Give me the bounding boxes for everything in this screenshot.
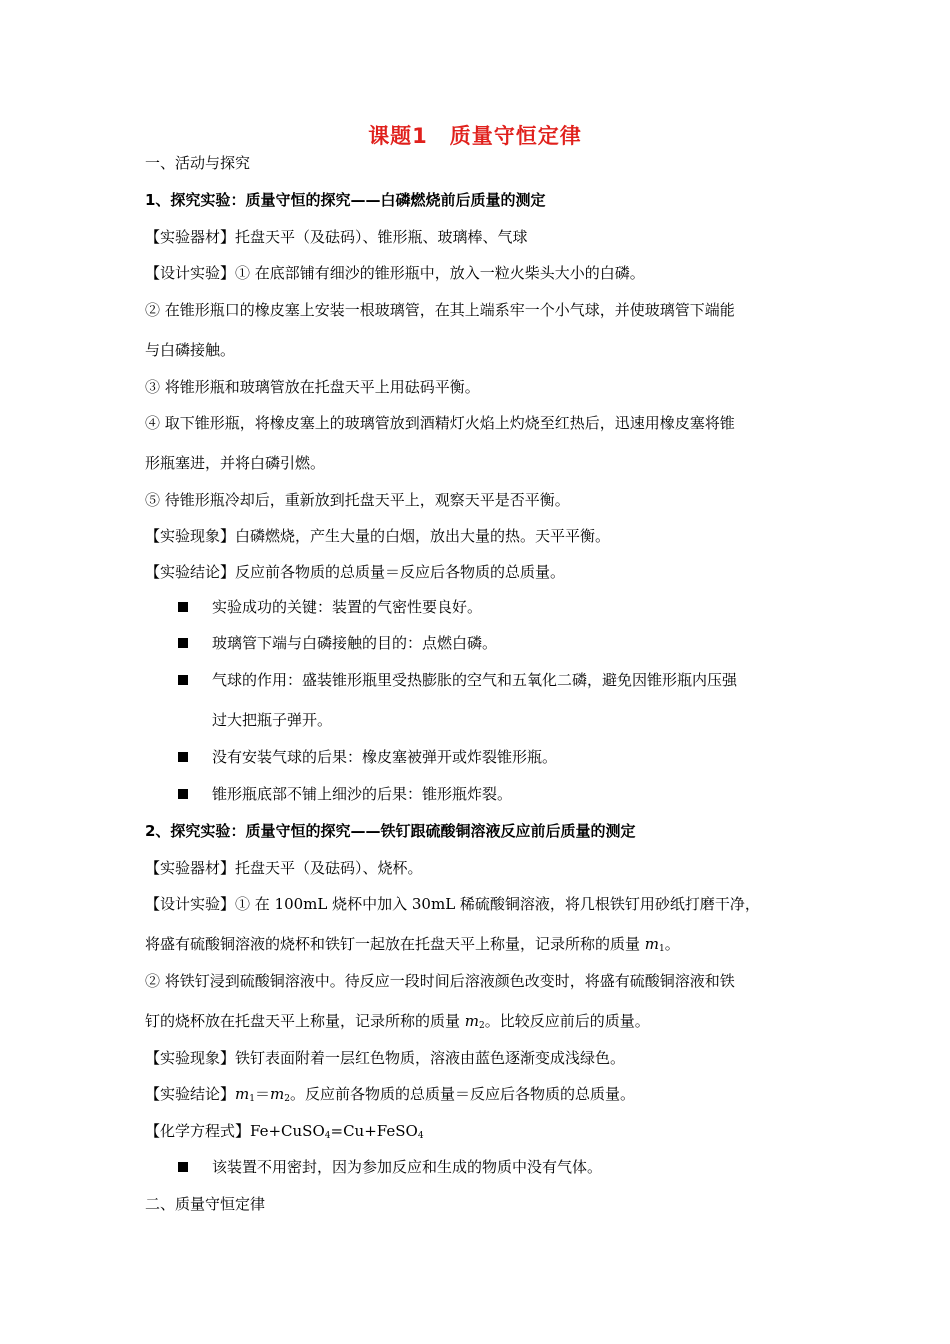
exp2-heading: 2、探究实验：质量守恒的探究——铁钉跟硫酸铜溶液反应前后质量的测定 — [145, 822, 636, 840]
exp1-step3: ③ 将锥形瓶和玻璃管放在托盘天平上用砝码平衡。 — [145, 378, 480, 396]
exp1-step4-line2: 形瓶塞进，并将白磷引燃。 — [145, 454, 326, 472]
exp2-bullet: 该装置不用密封，因为参加反应和生成的物质中没有气体。 — [212, 1158, 603, 1176]
exp1-step4-line1: ④ 取下锥形瓶，将橡皮塞上的玻璃管放到酒精灯火焰上灼烧至红热后，迅速用橡皮塞将锥 — [145, 414, 735, 432]
exp1-step5: ⑤ 待锥形瓶冷却后，重新放到托盘天平上，观察天平是否平衡。 — [145, 491, 570, 509]
section-heading-1: 一、活动与探究 — [145, 154, 251, 172]
exp1-bullet: 气球的作用：盛装锥形瓶里受热膨胀的空气和五氧化二磷，避免因锥形瓶内压强 — [212, 671, 738, 689]
exp1-conclusion: 【实验结论】反应前各物质的总质量＝反应后各物质的总质量。 — [145, 563, 566, 581]
square-bullet-icon — [178, 752, 188, 762]
exp1-design-step1: 【设计实验】① 在底部铺有细沙的锥形瓶中，放入一粒火柴头大小的白磷。 — [145, 264, 645, 282]
exp2-phenomenon: 【实验现象】铁钉表面附着一层红色物质，溶液由蓝色逐渐变成浅绿色。 — [145, 1049, 626, 1067]
exp1-step2-line2: 与白磷接触。 — [145, 341, 236, 359]
exp1-phenomenon: 【实验现象】白磷燃烧，产生大量的白烟，放出大量的热。天平平衡。 — [145, 527, 611, 545]
exp2-design-step1-line2: 将盛有硫酸铜溶液的烧杯和铁钉一起放在托盘天平上称量，记录所称的质量 $m_1$。 — [145, 935, 680, 954]
square-bullet-icon — [178, 602, 188, 612]
exp1-bullet: 玻璃管下端与白磷接触的目的：点燃白磷。 — [212, 634, 498, 652]
exp1-bullet: 锥形瓶底部不铺上细沙的后果：锥形瓶炸裂。 — [212, 785, 513, 803]
exp1-equipment: 【实验器材】托盘天平（及砝码）、锥形瓶、玻璃棒、气球 — [145, 228, 528, 246]
exp2-step2-line1: ② 将铁钉浸到硫酸铜溶液中。待反应一段时间后溶液颜色改变时，将盛有硫酸铜溶液和铁 — [145, 972, 735, 990]
exp1-heading: 1、探究实验：质量守恒的探究——白磷燃烧前后质量的测定 — [145, 191, 546, 209]
section-heading-2: 二、质量守恒定律 — [145, 1195, 266, 1213]
exp2-chemical-equation: 【化学方程式】Fe+CuSO$_4$=Cu+FeSO$_4$ — [145, 1122, 424, 1141]
exp2-equipment: 【实验器材】托盘天平（及砝码）、烧杯。 — [145, 859, 423, 877]
exp2-step2-line2: 钉的烧杯放在托盘天平上称量，记录所称的质量 $m_2$。比较反应前后的质量。 — [145, 1012, 650, 1031]
square-bullet-icon — [178, 1162, 188, 1172]
exp1-bullet: 没有安装气球的后果：橡皮塞被弹开或炸裂锥形瓶。 — [212, 748, 558, 766]
square-bullet-icon — [178, 638, 188, 648]
exp1-step2-line1: ② 在锥形瓶口的橡皮塞上安装一根玻璃管，在其上端系牢一个小气球，并使玻璃管下端能 — [145, 301, 735, 319]
exp1-bullet-continued: 过大把瓶子弹开。 — [212, 711, 333, 729]
page-title: 课题1 质量守恒定律 — [368, 124, 582, 148]
square-bullet-icon — [178, 789, 188, 799]
square-bullet-icon — [178, 675, 188, 685]
exp1-bullet: 实验成功的关键：装置的气密性要良好。 — [212, 598, 483, 616]
exp2-design-step1-line1: 【设计实验】① 在 100mL 烧杯中加入 30mL 稀硫酸铜溶液，将几根铁钉用砂纸打磨干净， — [145, 895, 760, 913]
exp2-conclusion: 【实验结论】$m_1=m_2$。反应前各物质的总质量＝反应后各物质的总质量。 — [145, 1085, 635, 1104]
